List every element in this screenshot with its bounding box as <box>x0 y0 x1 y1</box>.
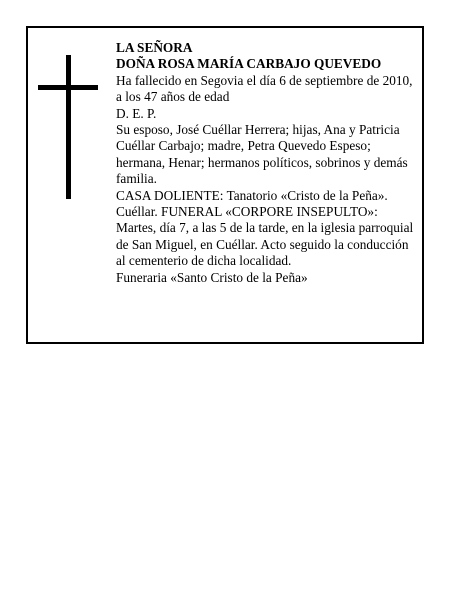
family-list: Su esposo, José Cuéllar Herrera; hijas, Ana y Patricia Cuéllar Carbajo; madre, Petra Quevedo Espeso; hermana, Henar; hermanos políticos, sobrinos y demás familia. <box>116 122 408 187</box>
cross-horizontal-bar <box>38 85 98 90</box>
rest-in-peace: D. E. P. <box>116 105 157 121</box>
obituary-text <box>116 40 418 286</box>
latin-cross-icon <box>38 55 98 199</box>
funeral-arrangements: CASA DOLIENTE: Tanatorio «Cristo de la Peña». Cuéllar. FUNERAL «CORPORE INSEPULTO»: Martes, día 7, a las 5 de la tarde, en la iglesia parroquial de San Miguel, en Cuéllar. Acto seguido la conducción al cementerio de dicha localidad. <box>116 187 414 269</box>
cross-vertical-bar <box>66 55 71 199</box>
notice-title: LA SEÑORA <box>116 40 193 55</box>
funeral-home: Funeraria «Santo Cristo de la Peña» <box>116 269 308 285</box>
obituary-notice <box>26 26 424 344</box>
deceased-name: DOÑA ROSA MARÍA CARBAJO QUEVEDO <box>116 56 382 72</box>
passing-details: Ha fallecido en Segovia el día 6 de septiembre de 2010, a los 47 años de edad <box>116 72 413 105</box>
